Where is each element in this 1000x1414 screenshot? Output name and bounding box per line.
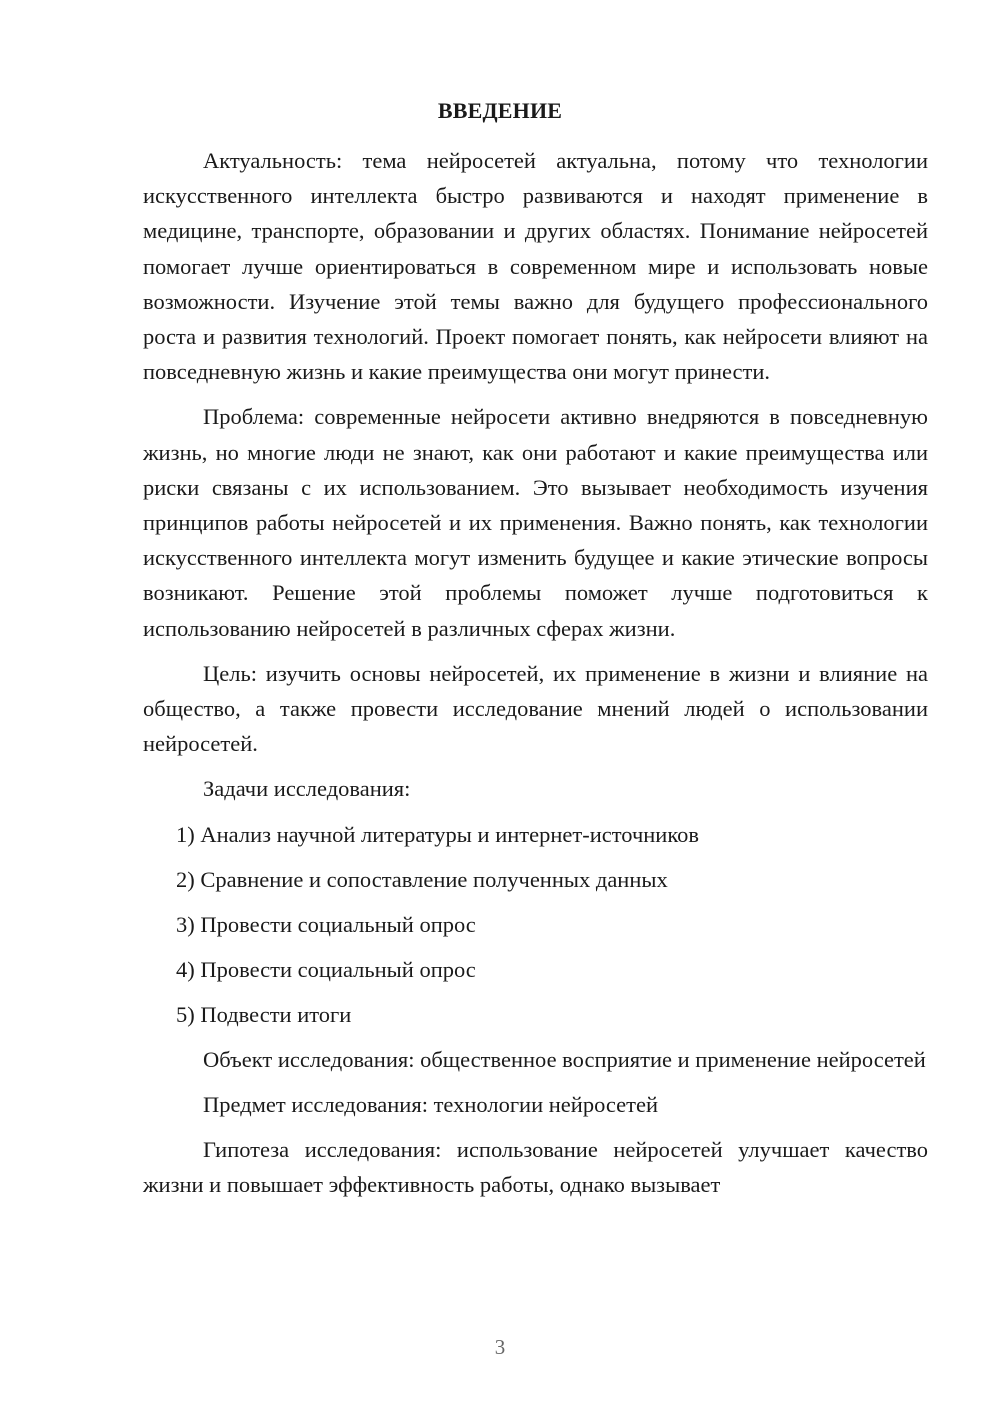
paragraph-object: Объект исследования: общественное восприятие и применение нейросетей <box>203 1046 926 1072</box>
paragraph-tasks-title: Задачи исследования: <box>203 776 411 802</box>
paragraph-problem: Проблема: современные нейросети активно внедряются в повседневную жизнь, но многие люди не знают, как они работают и какие преимущества или риски связаны с их использованием. Это вызывает необходимость изучения принципов работы нейросетей и их применения. Важно понять, как технологии искусственного интеллекта могут изменить будущее и какие этические вопросы возникают. Решение этой проблемы поможет лучше подготовиться к использованию нейросетей в различных сферах жизни. <box>143 404 928 641</box>
paragraph-relevance: Актуальность: тема нейросетей актуальна, потому что технологии искусственного интеллекта быстро развиваются и находят применение в медицине, транспорте, образовании и других областях. Понимание нейросетей помогает лучше ориентироваться в современном мире и использовать новые возможности. Изучение этой темы важно для будущего профессионального роста и развития технологий. Проект помогает понять, как нейросети влияют на повседневную жизнь и какие преимущества они могут принести. <box>143 148 928 385</box>
list-item: 4) Провести социальный опрос <box>176 956 476 982</box>
page-number: 3 <box>494 1335 506 1359</box>
document-body <box>143 143 928 1202</box>
section-heading: ВВЕДЕНИЕ <box>437 98 563 123</box>
paragraph-hypothesis: Гипотеза исследования: использование нейросетей улучшает качество жизни и повышает эффективность работы, однако вызывает <box>143 1137 928 1198</box>
list-item: 2) Сравнение и сопоставление полученных данных <box>176 866 668 892</box>
list-item: 3) Провести социальный опрос <box>176 911 476 937</box>
paragraph-goal: Цель: изучить основы нейросетей, их применение в жизни и влияние на общество, а также провести исследование мнений людей о использовании нейросетей. <box>143 660 928 757</box>
list-item: 1) Анализ научной литературы и интернет-источников <box>176 821 700 847</box>
paragraph-subject: Предмет исследования: технологии нейросетей <box>203 1091 658 1117</box>
list-item: 5) Подвести итоги <box>176 1001 352 1027</box>
tasks-list <box>143 817 928 1032</box>
